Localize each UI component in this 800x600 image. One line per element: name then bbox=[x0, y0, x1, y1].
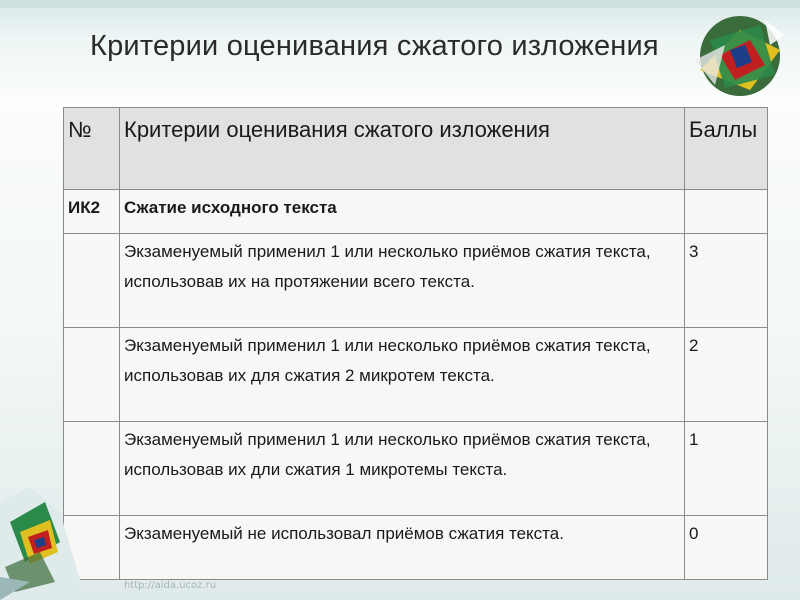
header-number: № bbox=[64, 108, 120, 190]
watermark-link: http://aida.ucoz.ru bbox=[124, 580, 217, 591]
row-number bbox=[64, 234, 120, 328]
row-criterion: Экзаменуемый применил 1 или несколько приёмов сжатия текста, использовав их на протяжении всего текста. bbox=[120, 234, 685, 328]
table-row bbox=[64, 328, 768, 422]
row-points: 1 bbox=[685, 422, 768, 516]
row-number bbox=[64, 328, 120, 422]
row-criterion: Экзаменуемый применил 1 или несколько приёмов сжатия текста, использовав их дли сжатия 1 микротемы текста. bbox=[120, 422, 685, 516]
section-points bbox=[685, 190, 768, 234]
row-points: 2 bbox=[685, 328, 768, 422]
row-criterion: Экзаменуемый не использовал приёмов сжатия текста. bbox=[120, 516, 685, 580]
row-criterion: Экзаменуемый применил 1 или несколько приёмов сжатия текста, использовав их для сжатия 2 микротем текста. bbox=[120, 328, 685, 422]
criteria-table bbox=[63, 107, 768, 580]
table-row bbox=[64, 422, 768, 516]
section-title: Сжатие исходного текста bbox=[120, 190, 685, 234]
row-points: 0 bbox=[685, 516, 768, 580]
header-criteria: Критерии оценивания сжатого изложения bbox=[120, 108, 685, 190]
table-row bbox=[64, 234, 768, 328]
section-row bbox=[64, 190, 768, 234]
slide-title: Критерии оценивания сжатого изложения bbox=[90, 30, 659, 62]
decorative-logo-icon bbox=[690, 10, 790, 102]
section-number: ИК2 bbox=[64, 190, 120, 234]
header-points: Баллы bbox=[685, 108, 768, 190]
table-row bbox=[64, 516, 768, 580]
decorative-corner-icon bbox=[0, 482, 86, 600]
table-header-row bbox=[64, 108, 768, 190]
row-points: 3 bbox=[685, 234, 768, 328]
